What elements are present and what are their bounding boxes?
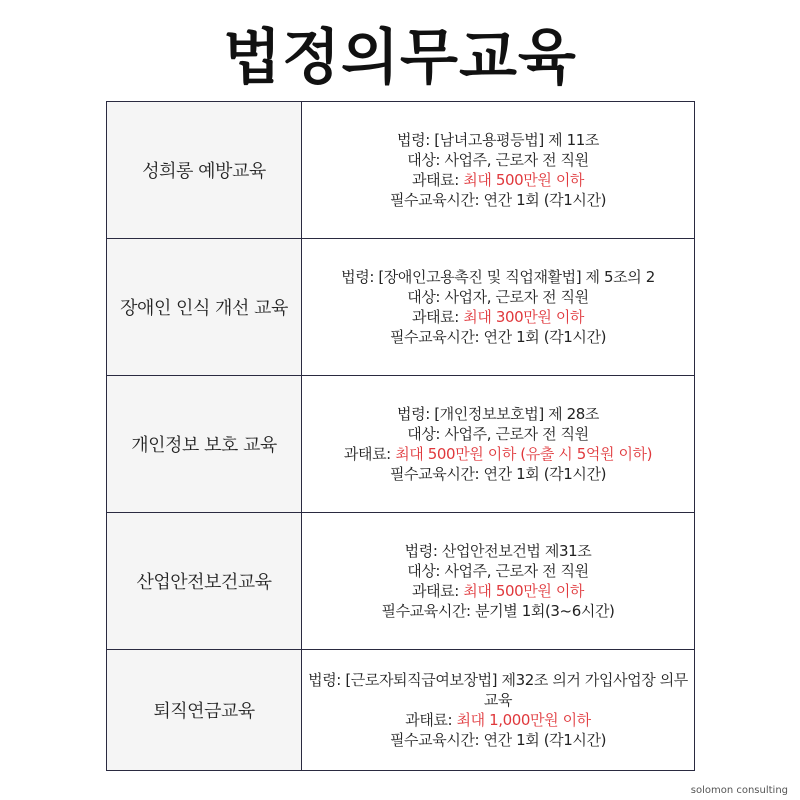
education-details	[302, 376, 695, 513]
fine-label: 과태료:	[411, 171, 459, 189]
fine-line	[302, 170, 694, 190]
fine-label: 과태료:	[343, 445, 391, 463]
table-row	[107, 513, 695, 650]
law-label: 법령:	[308, 671, 341, 689]
law-line	[302, 670, 694, 710]
fine-line	[302, 444, 694, 464]
target-value: 사업주, 근로자 전 직원	[444, 151, 589, 169]
fine-line	[302, 581, 694, 601]
law-value: [장애인고용촉진 및 직업재활법] 제 5조의 2	[378, 268, 655, 286]
hours-value: 연간 1회 (각1시간)	[483, 465, 607, 483]
fine-value: 최대 500만원 이하	[463, 171, 585, 189]
law-line	[302, 404, 694, 424]
hours-line	[302, 190, 694, 210]
education-details	[302, 239, 695, 376]
table-row	[107, 376, 695, 513]
table-row	[107, 102, 695, 239]
education-details	[302, 650, 695, 771]
education-table	[106, 101, 695, 771]
hours-label: 필수교육시간:	[389, 328, 480, 346]
fine-value: 최대 500만원 이하	[463, 582, 585, 600]
fine-line	[302, 307, 694, 327]
law-label: 법령:	[404, 542, 438, 560]
law-line	[302, 541, 694, 561]
table-row	[107, 650, 695, 771]
target-value: 사업자, 근로자 전 직원	[444, 288, 589, 306]
law-line	[302, 130, 694, 150]
target-line	[302, 424, 694, 444]
target-value: 사업주, 근로자 전 직원	[444, 562, 589, 580]
target-line	[302, 561, 694, 581]
fine-label: 과태료:	[405, 711, 453, 729]
page-title: 법정의무교육	[223, 23, 577, 93]
education-details	[302, 513, 695, 650]
hours-label: 필수교육시간:	[381, 602, 471, 620]
hours-line	[302, 730, 694, 750]
hours-line	[302, 464, 694, 484]
education-name: 산업안전보건교육	[107, 513, 302, 650]
fine-label: 과태료:	[411, 308, 459, 326]
hours-line	[302, 601, 694, 621]
target-label: 대상:	[407, 151, 441, 169]
fine-value: 최대 300만원 이하	[463, 308, 585, 326]
hours-label: 필수교육시간:	[389, 191, 480, 209]
education-name: 퇴직연금교육	[107, 650, 302, 771]
target-value: 사업주, 근로자 전 직원	[444, 425, 589, 443]
law-value: 산업안전보건법 제31조	[441, 542, 592, 560]
hours-value: 연간 1회 (각1시간)	[483, 191, 607, 209]
target-line	[302, 150, 694, 170]
education-name: 장애인 인식 개선 교육	[107, 239, 302, 376]
law-value: [근로자퇴직급여보장법] 제32조 의거 가입사업장 의무교육	[345, 671, 688, 709]
law-value: [남녀고용평등법] 제 11조	[434, 131, 599, 149]
target-label: 대상:	[407, 288, 441, 306]
education-name: 개인정보 보호 교육	[107, 376, 302, 513]
hours-label: 필수교육시간:	[389, 465, 480, 483]
education-details	[302, 102, 695, 239]
hours-value: 연간 1회 (각1시간)	[483, 731, 607, 749]
education-name: 성희롱 예방교육	[107, 102, 302, 239]
law-label: 법령:	[341, 268, 374, 286]
hours-value: 분기별 1회(3~6시간)	[475, 602, 615, 620]
table-row	[107, 239, 695, 376]
credit-text: solomon consulting	[690, 785, 788, 796]
fine-label: 과태료:	[411, 582, 459, 600]
hours-line	[302, 327, 694, 347]
fine-value: 최대 500만원 이하 (유출 시 5억원 이하)	[395, 445, 653, 463]
fine-line	[302, 710, 694, 730]
target-line	[302, 287, 694, 307]
law-label: 법령:	[397, 131, 430, 149]
law-label: 법령:	[397, 405, 430, 423]
hours-value: 연간 1회 (각1시간)	[483, 328, 607, 346]
law-line	[302, 267, 694, 287]
hours-label: 필수교육시간:	[389, 731, 480, 749]
target-label: 대상:	[407, 562, 441, 580]
target-label: 대상:	[407, 425, 441, 443]
fine-value: 최대 1,000만원 이하	[456, 711, 591, 729]
law-value: [개인정보보호법] 제 28조	[434, 405, 599, 423]
